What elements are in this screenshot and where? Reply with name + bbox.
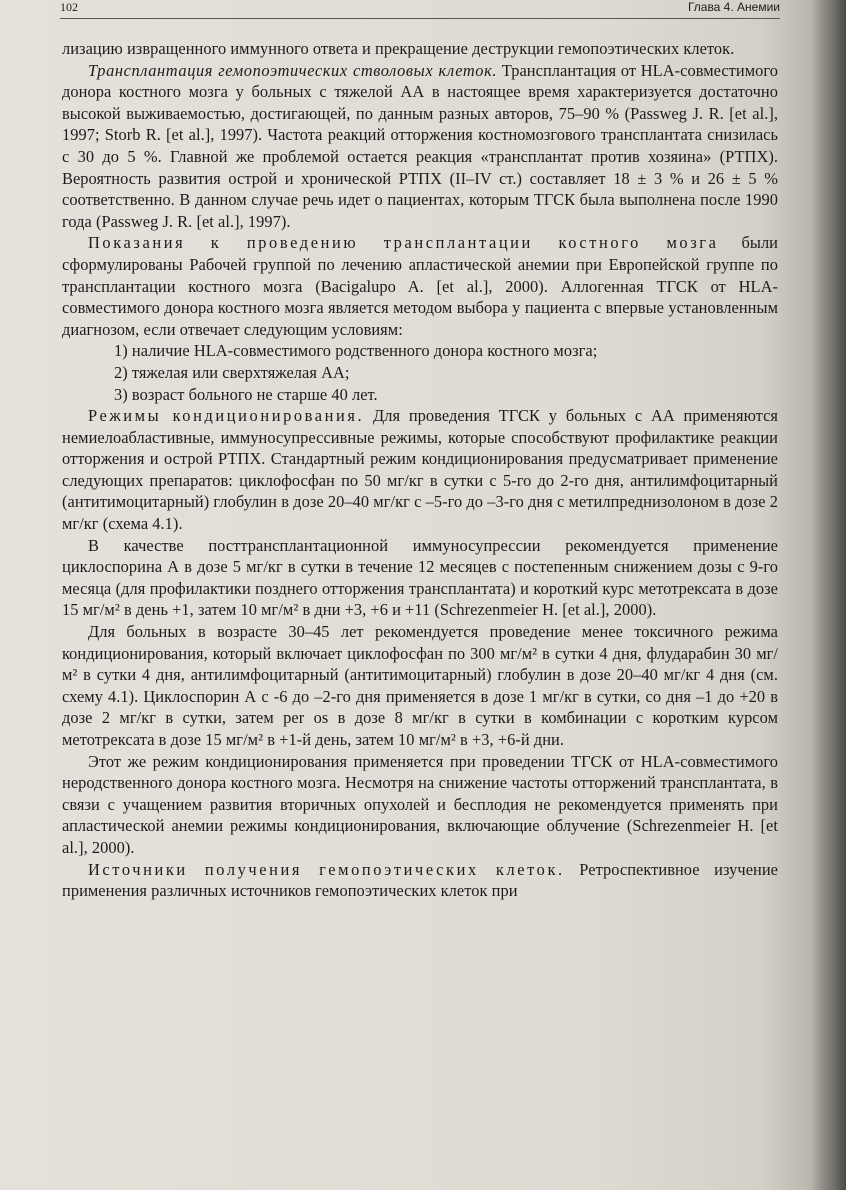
paragraph-unrelated-donor: Этот же режим кондиционирования применяется при проведении ТГСК от HLA-совместимого неродственного донора костного мозга. Несмотря на снижение частоты отторжений трансплантата, в связи с учащением развития вторичных опухолей и бесплодия не рекомендуется применять при апластической анемии режимы кондиционирования, включающие облучение (Schrezenmeier H. [et al.], 2000). [62,751,778,857]
list-item: 2) тяжелая или сверхтяжелая АА; [114,362,350,382]
paragraph-transplantation [62,60,778,233]
paragraph-conditioning [62,405,778,535]
paragraph-continuation: лизацию извращенного иммунного ответа и прекращение деструкции гемопоэтических клеток. [62,39,735,58]
paragraph-reduced-toxicity: Для больных в возрасте 30–45 лет рекомендуется проведение менее токсичного режима кондиционирования, который включает циклофосфан по 300 мг/м² в сутки 4 дня, флударабин 30 мг/м² в сутки 4 дня, антилимфоцитарный (антитимоцитарный) глобулин в дозе 20–40 мг/кг 4 дня (см. схему 4.1). Циклоспорин А с -6 до –2-го дня применяется в дозе 1 мг/кг в сутки, со дня –1 до +20 в дозе 2 мг/кг в сутки, затем per os в дозе 8 мг/кг в сутки в комбинации с коротким курсом метотрексата в дозе 15 мг/м² в +1-й день, затем 10 мг/м² в +3, +6-й дни. [62,622,778,749]
list-item: 1) наличие HLA-совместимого родственного донора костного мозга; [114,341,598,361]
paragraph-text: Трансплантация от HLA-совместимого донора костного мозга у больных с тяжелой АА в настоящее время характеризуется достаточно высокой выживаемостью, достигающей, по данным разных авторов, 75–90 % (Passweg J. R. [et al.], 1997; Storb R. [et al.], 1997). Частота реакций отторжения костномозгового трансплантата снизилась с 30 до 5 %. Главной же проблемой остается реакция «трансплантат против хозяина» (РТПХ). Вероятность развития острой и хронической РТПХ (II–IV ст.) составляет 18 ± 3 % и 26 ± 5 % соответственно. В данном случае речь идет о пациентах, которым ТГСК была выполнена после 1990 года (Passweg J. R. [et al.], 1997). [62,60,778,231]
paragraph-text: Для проведения ТГСК у больных с АА применяются немиелоабластивные, иммуносупрессивные режимы, которые способствуют профилактике реакции отторжения и острой РТПХ. Стандартный режим кондиционирования предусматривает применение следующих препаратов: циклофосфан по 50 мг/кг в сутки с 5-го до 2-го дня, антилимфоцитарный (антитимоцитарный) глобулин в дозе 20–40 мг/кг с –5-го до –3-го дня с метилпреднизолоном в дозе 2 мг/кг (схема 4.1). [62,406,778,534]
list-item: 3) возраст больного не старше 40 лет. [114,384,378,404]
page-body [62,38,778,902]
page-header [60,0,780,19]
paragraph-sources [62,859,778,902]
section-heading-sources: Источники получения гемопоэтических клеток. [88,859,565,879]
section-heading-transplantation: Трансплантация гемопоэтических стволовых клеток. [88,60,498,80]
section-heading-indications: Показания к проведению трансплантации костного мозга [88,233,719,253]
section-heading-conditioning: Режимы кондиционирования. [88,406,365,426]
running-title: Глава 4. Анемии [687,0,780,14]
page-number: 102 [60,0,78,14]
paragraph-text: Ретроспективное изучение применения различных источников гемопоэтических клеток при [62,859,778,901]
page-gutter-shadow [810,0,846,1190]
paragraph-text: были сформулированы Рабочей группой по лечению апластической анемии при Европейской группе по трансплантации костного мозга (Bacigalupo A. [et al.], 2000). Аллогенная ТГСК от HLA-совместимого донора костного мозга является методом выбора у пациента с впервые установленным диагнозом, если отвечает следующим условиям: [62,233,778,339]
paragraph-immunosuppression: В качестве посттрансплантационной иммуносупрессии рекомендуется применение циклоспорина А в дозе 5 мг/кг в сутки в течение 12 месяцев с постепенным снижением дозы с 9-го месяца (для профилактики позднего отторжения трансплантата) и короткий курс метотрексата в дозе 15 мг/м² в день +1, затем 10 мг/м² в дни +3, +6 и +11 (Schrezenmeier H. [et al.], 2000). [62,535,778,620]
paragraph-indications [62,232,778,340]
